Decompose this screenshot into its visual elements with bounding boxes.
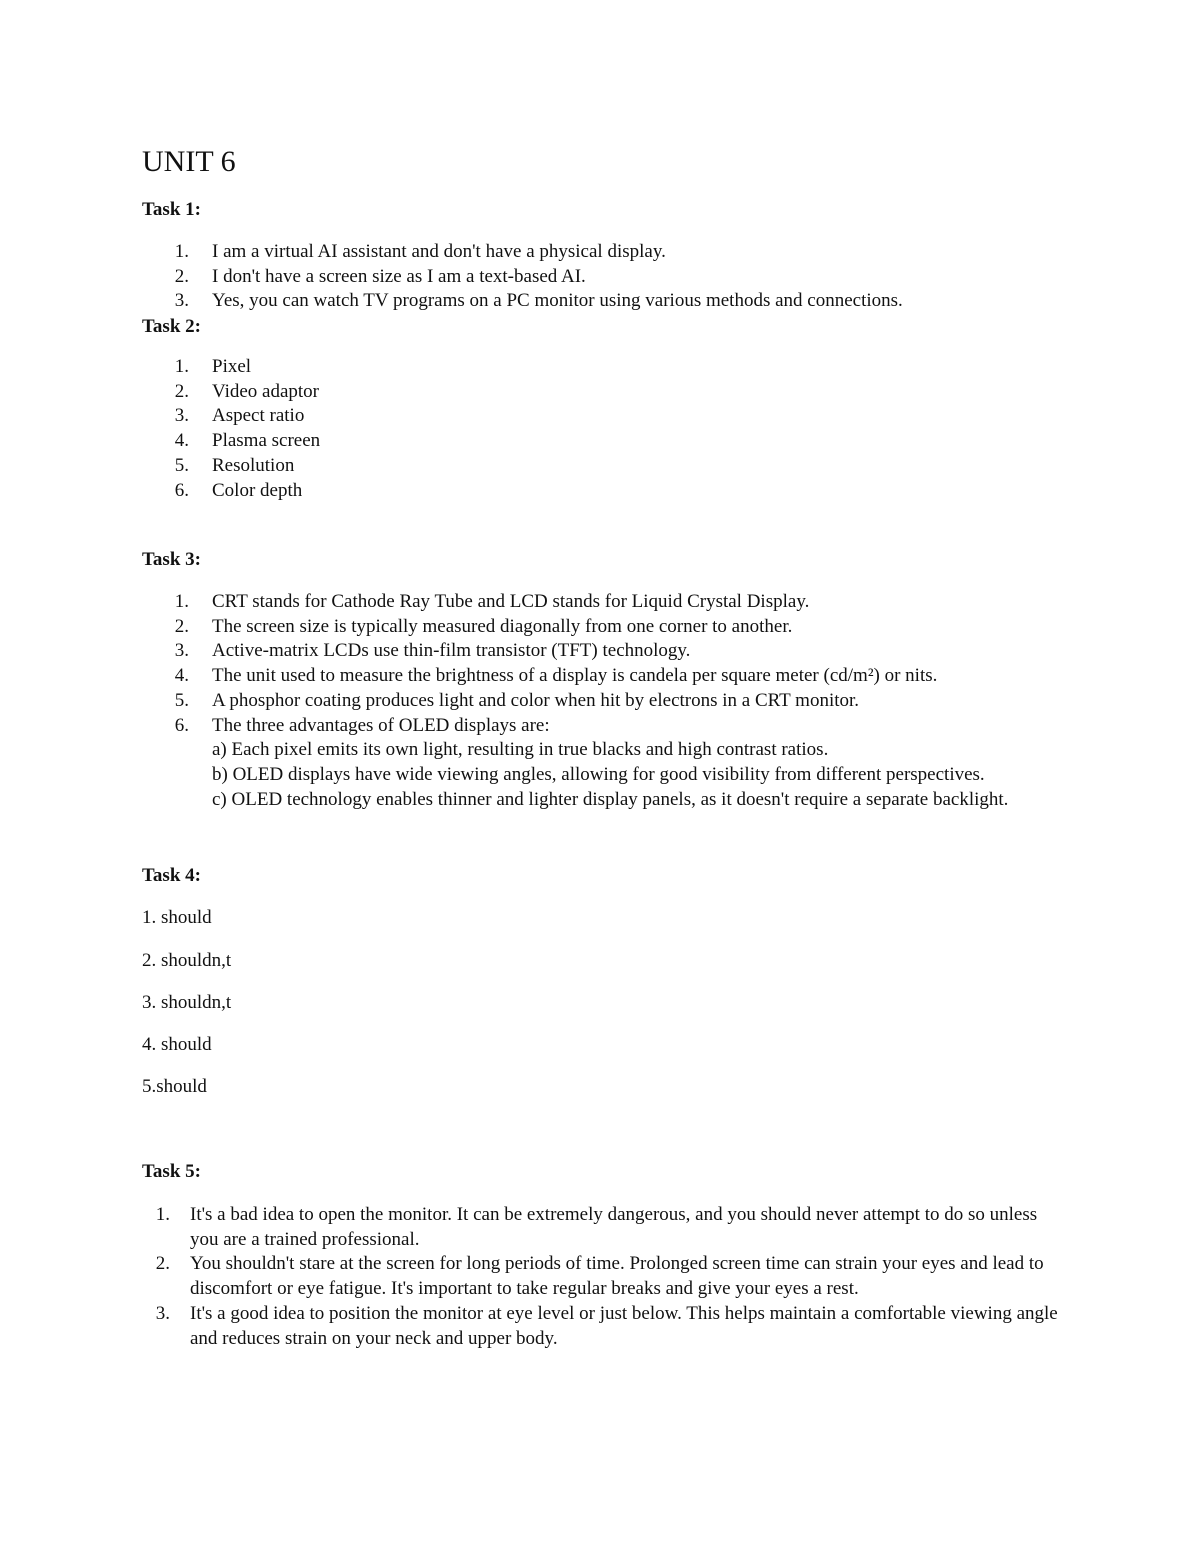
answer-line: 2. shouldn,t [142, 950, 232, 971]
task1-list [162, 240, 1062, 314]
task4-heading: Task 4: [142, 865, 201, 886]
answer-line: 1. should [142, 907, 212, 928]
list-item: 5. Resolution [174, 454, 295, 476]
task5-list [140, 1203, 1060, 1351]
list-item: 2. You shouldn't stare at the screen for long periods of time. Prolonged screen time can strain your eyes and lead to discomfort or eye fatigue. It's important to take regular breaks and give your eyes a rest. [155, 1253, 1044, 1300]
list-item: 6. Color depth [174, 479, 303, 501]
list-subitem: c) OLED technology enables thinner and lighter display panels, as it doesn't require a separate backlight. [212, 788, 1009, 810]
list-item: 3. Aspect ratio [174, 405, 305, 427]
list-item: 1. CRT stands for Cathode Ray Tube and LCD stands for Liquid Crystal Display. [174, 591, 810, 612]
list-item: 3. Active-matrix LCDs use thin-film transistor (TFT) technology. [174, 640, 691, 662]
answer-line: 4. should [142, 1034, 212, 1055]
list-item: 1. I am a virtual AI assistant and don't have a physical display. [174, 241, 666, 262]
list-subitem: a) Each pixel emits its own light, resulting in true blacks and high contrast ratios. [212, 739, 829, 761]
list-item: 3. It's a good idea to position the monitor at eye level or just below. This helps maintain a comfortable viewing angle and reduces strain on your neck and upper body. [155, 1302, 1058, 1349]
list-item: 1. It's a bad idea to open the monitor. It can be extremely dangerous, and you should never attempt to do so unless you are a trained professional. [155, 1204, 1038, 1250]
page-title: UNIT 6 [142, 145, 236, 178]
list-item: 3. Yes, you can watch TV programs on a PC monitor using various methods and connections. [174, 290, 903, 312]
task3-list [162, 590, 1062, 812]
list-item: 4. The unit used to measure the brightness of a display is candela per square meter (cd/m²) or nits. [174, 665, 938, 687]
answer-line: 5.should [142, 1076, 207, 1097]
list-item: 4. Plasma screen [174, 430, 321, 452]
list-item: 1. Pixel [174, 356, 252, 377]
list-item: 2. I don't have a screen size as I am a text-based AI. [174, 265, 586, 287]
list-item: 5. A phosphor coating produces light and color when hit by electrons in a CRT monitor. [174, 689, 860, 711]
task5-heading: Task 5: [142, 1161, 201, 1182]
list-item-lead: The three advantages of OLED displays are: [212, 714, 550, 736]
list-subitem: b) OLED displays have wide viewing angles, allowing for good visibility from different perspectives. [212, 763, 985, 785]
answer-line: 3. shouldn,t [142, 992, 232, 1013]
list-item: 2. The screen size is typically measured diagonally from one corner to another. [174, 615, 793, 637]
list-item: 6. The three advantages of OLED displays are: a) Each pixel emits its own light, resulting in true blacks and high contrast ratios. b) OLED displays have wide viewing angles, allowing for good visibility from different perspectives. c) OLED technology enables thinner and lighter display panels, as it doesn't require a separate backlight. [162, 714, 1062, 813]
task2-list [162, 355, 1062, 503]
list-item: 2. Video adaptor [174, 380, 320, 402]
task2-heading: Task 2: [142, 316, 201, 337]
task1-heading: Task 1: [142, 199, 201, 220]
task3-heading: Task 3: [142, 549, 201, 570]
